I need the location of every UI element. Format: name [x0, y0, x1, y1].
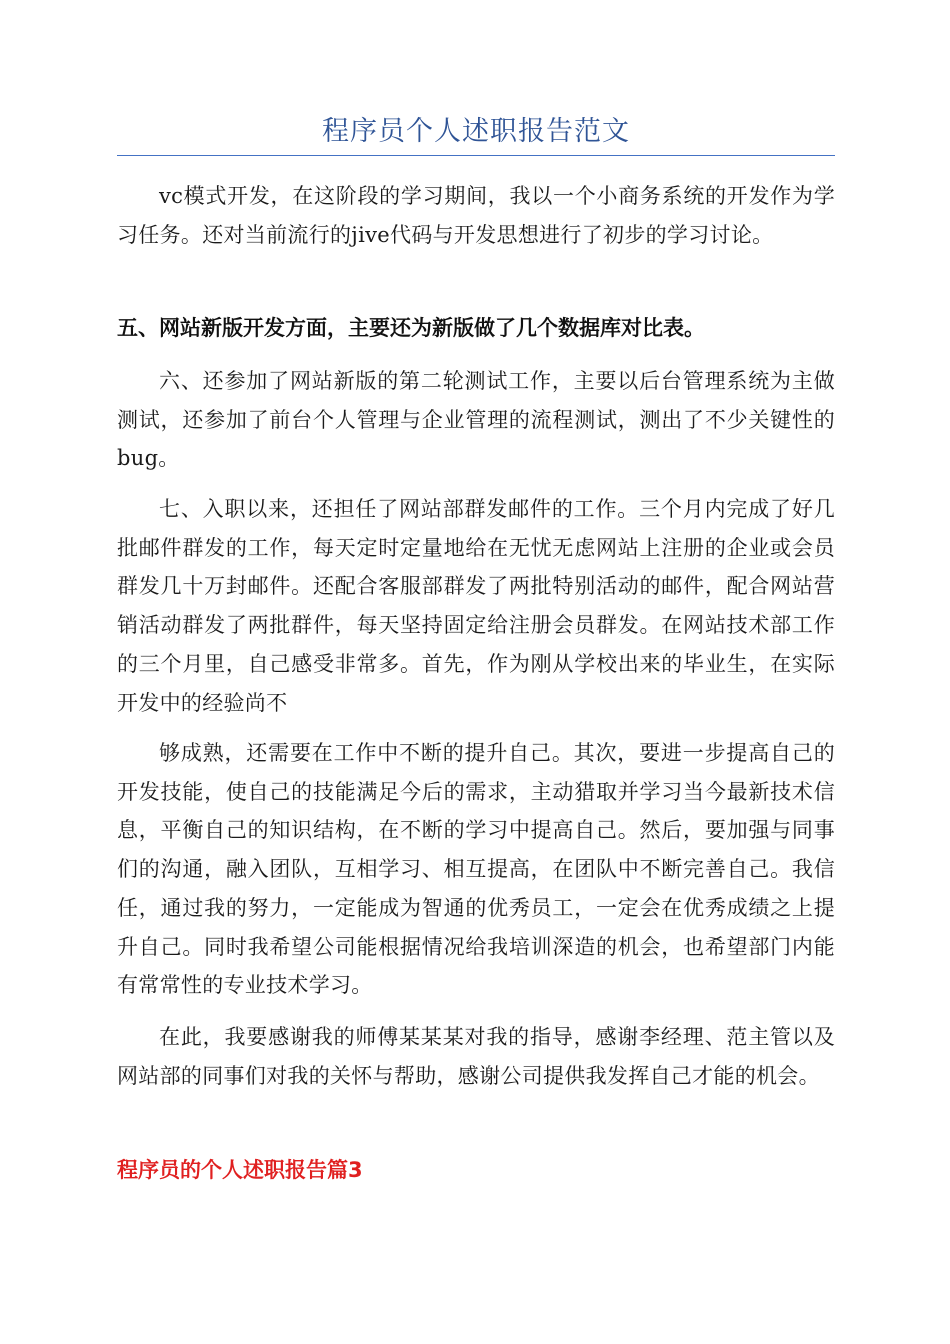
- paragraph-acknowledgements: 在此，我要感谢我的师傅某某某对我的指导，感谢李经理、范主管以及网站部的同事们对我的关怀与帮助，感谢公司提供我发挥自己才能的机会。: [117, 1025, 835, 1088]
- paragraph-section-seven: 七、入职以来，还担任了网站部群发邮件的工作。三个月内完成了好几批邮件群发的工作，每天定时定量地给在无忧无虑网站上注册的企业或会员群发几十万封邮件。还配合客服部群发了两批特别活动的邮件，配合网站营销活动群发了两批群件，每天坚持固定给注册会员群发。在网站技术部工作的三个月里，自己感受非常多。首先，作为刚从学校出来的毕业生，在实际开发中的经验尚不: [117, 497, 835, 715]
- heading-section-five: 五、网站新版开发方面，主要还为新版做了几个数据库对比表。: [117, 316, 705, 340]
- document-title: 程序员个人述职报告范文: [322, 116, 630, 147]
- paragraph-continuation: 够成熟，还需要在工作中不断的提升自己。其次，要进一步提高自己的开发技能，使自己的技能满足今后的需求，主动猎取并学习当今最新技术信息，平衡自己的知识结构，在不断的学习中提高自己。然后，要加强与同事们的沟通，融入团队，互相学习、相互提高，在团队中不断完善自己。我信任，通过我的努力，一定能成为智通的优秀员工，一定会在优秀成绩之上提升自己。同时我希望公司能根据情况给我培训深造的机会，也希望部门内能有常常性的专业技术学习。: [117, 741, 835, 998]
- title-underline: [117, 155, 835, 156]
- paragraph-section-six: 六、还参加了网站新版的第二轮测试工作，主要以后台管理系统为主做测试，还参加了前台个人管理与企业管理的流程测试，测出了不少关键性的bug。: [117, 369, 835, 471]
- paragraph-vc-development: vc模式开发，在这阶段的学习期间，我以一个小商务系统的开发作为学习任务。还对当前流行的jive代码与开发思想进行了初步的学习讨论。: [117, 184, 835, 247]
- section-heading-part-3: 程序员的个人述职报告篇3: [117, 1158, 363, 1182]
